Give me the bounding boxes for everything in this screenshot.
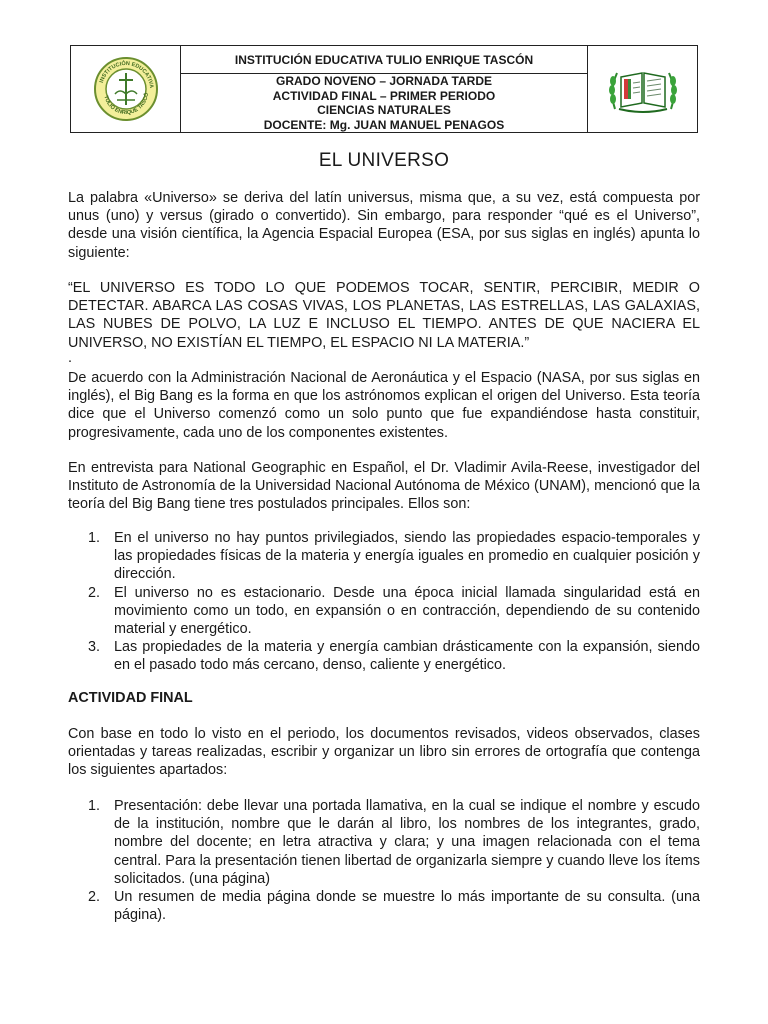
- header-teacher: DOCENTE: Mg. JUAN MANUEL PENAGOS: [263, 117, 505, 132]
- school-seal-cell: [71, 46, 181, 132]
- list-number: 2.: [88, 584, 101, 601]
- list-item: [68, 797, 700, 888]
- intro-paragraph: La palabra «Universo» se deriva del latín universus, misma que, a su vez, está compuesta por unus (uno) y versus (girado o convertido). Sin embargo, para responder “qué es el Universo”, desde una visión científica, la Agencia Espacial Europea (ESA, por sus siglas en inglés) apunta lo siguiente:: [68, 190, 700, 261]
- book-logo-cell: [587, 46, 697, 132]
- activity-paragraph: Con base en todo lo visto en el periodo, los documentos revisados, videos observados, clases orientadas y tareas realizadas, escribir y organizar un libro sin errores de ortografía que contenga los siguientes apartados:: [68, 726, 700, 779]
- list-number: 1.: [88, 530, 101, 546]
- school-seal-icon: [93, 56, 159, 122]
- list-number: 1.: [88, 798, 101, 814]
- postulates-list: [68, 529, 700, 675]
- list-number: 2.: [88, 889, 101, 906]
- activity-heading: ACTIVIDAD FINAL: [68, 690, 193, 706]
- interview-paragraph: En entrevista para National Geographic en Español, el Dr. Vladimir Avila-Reese, investigador del Instituto de Astronomía de la Universidad Nacional Autónoma de México (UNAM), mencionó que la teoría del Big Bang tiene tres postulados principales. Ellos son:: [68, 460, 700, 513]
- list-text: Un resumen de media página donde se muestre lo más importante de su consulta. (una página).: [114, 889, 700, 924]
- stray-dot: .: [68, 350, 72, 366]
- tasks-list: [68, 797, 700, 924]
- nasa-paragraph: De acuerdo con la Administración Nacional de Aeronáutica y el Espacio (NASA, por sus siglas en inglés), el Big Bang es la forma en que los astrónomos explican el origen del Universo. Esta teoría dice que el Universo comenzó como un solo punto que fue expandiéndose hasta constituir, progresivamente, cada uno de los componentes existentes.: [68, 370, 700, 441]
- header-table: [70, 45, 698, 133]
- list-text: Presentación: debe llevar una portada llamativa, en la cual se indique el nombre y escudo de la institución, nombre que le darán al libro, los nombres de los integrantes, grado, nombre del docente; en letra atractiva y clara; y una imagen relacionada con el tema central. Para la presentación tienen libertad de organizarla siempre y cuando lleve los ítems solicitados. (una página): [114, 798, 700, 887]
- esa-quote: “EL UNIVERSO ES TODO LO QUE PODEMOS TOCAR, SENTIR, PERCIBIR, MEDIR O DETECTAR. ABARCA LAS COSAS VIVAS, LOS PLANETAS, LAS ESTRELLAS, LAS GALAXIAS, LAS NUBES DE POLVO, LA LUZ E INCLUSO EL TIEMPO. ANTES DE QUE NACIERA EL UNIVERSO, NO EXISTÍAN EL TIEMPO, EL ESPACIO NI LA MATERIA.”: [68, 280, 700, 351]
- list-item: [68, 638, 700, 674]
- list-item: [68, 584, 700, 639]
- svg-text:TULIO ENRIQUE TASCÓN: TULIO ENRIQUE TASCÓ: [101, 92, 150, 117]
- header-center: [181, 46, 587, 132]
- open-book-laurel-icon: [603, 59, 683, 119]
- list-text: Las propiedades de la materia y energía cambian drásticamente con la expansión, siendo en el pasado todo más cercano, denso, caliente y energético.: [114, 639, 700, 674]
- list-number: 3.: [88, 639, 101, 656]
- list-text: En el universo no hay puntos privilegiados, siendo las propiedades espacio-temporales y las propiedades físicas de la materia y energía iguales en promedio en cualquier posición y dirección.: [114, 530, 700, 583]
- list-item: [68, 529, 700, 584]
- header-grade: GRADO NOVENO – JORNADA TARDE: [275, 74, 493, 88]
- institution-name: INSTITUCIÓN EDUCATIVA TULIO ENRIQUE TASCÓN: [181, 46, 587, 74]
- header-subject: CIENCIAS NATURALES: [317, 103, 451, 117]
- list-text: El universo no es estacionario. Desde una época inicial llamada singularidad está en movimiento como un todo, en expansión o en contracción, dependiendo de su contenido material y energético.: [114, 584, 700, 638]
- list-item: [68, 888, 700, 924]
- document-title: EL UNIVERSO: [318, 150, 450, 171]
- header-activity: ACTIVIDAD FINAL – PRIMER PERIODO: [272, 88, 496, 103]
- svg-text:INSTITUCIÓN EDUCATIVA: INSTITUCIÓN EDUCATIVA: [98, 60, 154, 89]
- header-details: [181, 74, 587, 132]
